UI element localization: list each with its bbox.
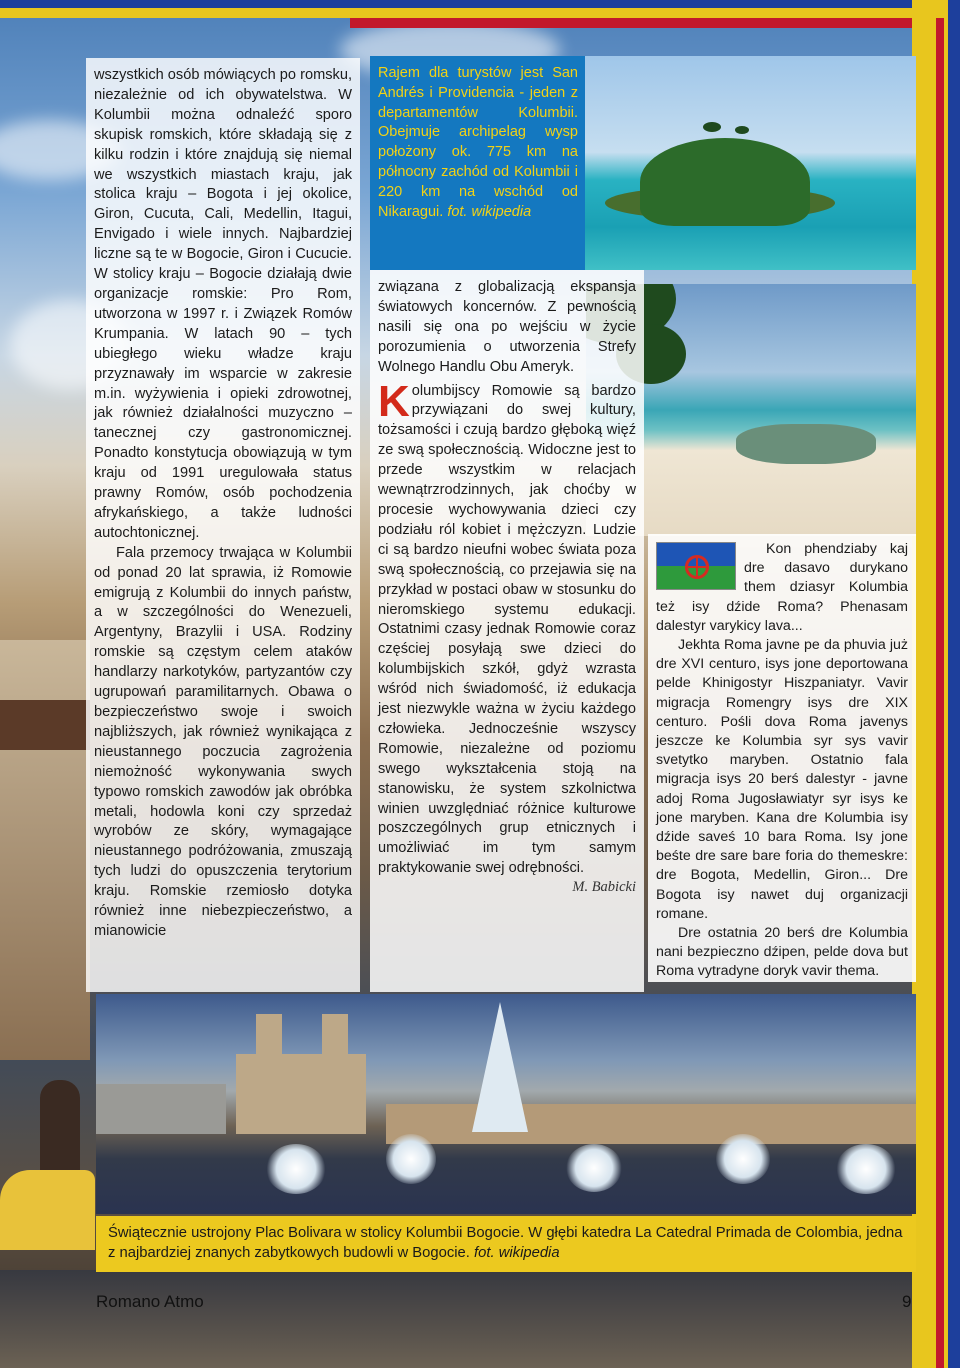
plaza-bolivar-photo bbox=[96, 994, 916, 1214]
left-article-column bbox=[86, 58, 360, 992]
frame-top-yellow bbox=[0, 8, 960, 18]
island-caption-credit: fot. wikipedia bbox=[447, 203, 532, 220]
photo-caption-credit: fot. wikipedia bbox=[474, 1245, 560, 1261]
romani-language-box bbox=[648, 534, 916, 982]
island-caption-text: Rajem dla turystów jest San Andrés i Providencia - jeden z departamentów Kolumbii. Obejmuje archipelag wysp położony ok. 775 km na północny zachód od Kolumbii i 220 km na wschód od Nikaragui. bbox=[378, 65, 578, 220]
middle-paragraph-1: związana z globalizacją ekspansja światowych koncernów. Z pewnością nasili się ona po wejściu w życie porozumienia o utworzenia Strefy Wolnego Handlu Obu Ameryk. bbox=[378, 279, 636, 375]
middle-paragraph-2-text: olumbijscy Romowie są bardzo przywiązani do swej kultury, tożsamości i czują bardzo głęboką więź ze swą społecznością. Widoczne jest to przede wszystkim w relacjach wewnątrzrodzinnych, jak choćby w procesie wychowywania dzieci czy podziału ról kobiet i mężczyzn. Ludzie ci są bardzo nieufni wobec świata poza swą społecznością, co przejawia się na przykład w postaci obaw w stosunku do nieromskiego systemu edukacji. Ostatnimi czasy jednak Romowie coraz częściej posyłają swe dzieci do kolumbijskich szkół, gdyż wzrasta wśród nich świadomość, iż edukacja jest niezwykle ważna w życiu każdego człowieka. Jednocześnie wszyscy Romowie, niezależne od poziomu swego wykształcenia stoją na stanowisku, że system szkolnictwa winien uwzględniać różnice kulturowe poszczególnych grup etnicznych i umożliwiać im tym samym praktykowanie swej odrębności. bbox=[378, 382, 636, 877]
frame-right-red bbox=[936, 18, 944, 1368]
photo-caption bbox=[96, 1216, 916, 1272]
island-photo bbox=[585, 56, 916, 270]
page-number: 9 bbox=[902, 1292, 912, 1311]
romani-paragraph-2: Jekhta Roma javne pe da phuvia już dre XVI centuro, isys jone deportowana pelde Khinigostyr Hiszpaniatyr. Vavir migracja Romengry isys dre XIX centuro. Pośli dova Roma javenys jeszcze ke Kolumbia syr sys vavir svetytko maryben. Ostatnio fala migracja isys 20 berś dalestyr - javne adoj Roma Jugosławiatyr syr isys ke jone maryben. Kana dre Kolumbia isy dźide saveś 10 bara Roma. Isy jone beśte dre sare bare foria do themeskre: dre Bogota, Medellin, Giron... Dre Bogota isy nawet duj organizacji romane. bbox=[656, 637, 908, 922]
background-taxi bbox=[0, 1170, 95, 1250]
island-caption bbox=[378, 64, 578, 222]
photo-caption-text: Świątecznie ustrojony Plac Bolivara w stolicy Kolumbii Bogocie. W głębi katedra La Catedral Primada de Colombia, jedna z najbardziej znanych zabytkowych budowli w Bogocie. bbox=[108, 1225, 903, 1261]
romani-paragraph-3: Dre ostatnia 20 berś dre Kolumbia nani bezpieczno dźipen, pelde dova but Roma vytradyne doryk vavir thema. bbox=[656, 925, 908, 980]
author-signature: M. Babicki bbox=[572, 879, 636, 896]
middle-paragraph-2 bbox=[378, 376, 636, 880]
christmas-tree bbox=[472, 1002, 528, 1132]
left-paragraph-1: wszystkich osób mówiących po romsku, niezależnie od ich obywatelstwa. W Kolumbii można odnaleźć sporo skupisk romskich, które składają się z kilku rodzin i które znajdują się niemal we wszystkich miastach kraju, jak stolica kraju – Bogota i jej okolice, Giron, Cucuta, Cali, Medellin, Itagui, Envigado i wiele innych. Najbardziej liczne są te w Bogocie, Giron i Cucucie. W stolicy kraju – Bogocie działają dwie organizacje romskie: Pro Rom, utworzona w 1997 r. i Związek Romów Krumpania. W latach 90 – tych ubiegłego wieku władze kraju przyznawały im wsparcie w zakresie m.in. wyżywienia i opieki zdrowotnej, jak również działalności muzyczno – tanecznej czy gastronomicznej. Ponadto konstytucja obowiązują w tym kraju od 1991 uregulowała status prawny Romów, osób pochodzenia afrykańskiego, a także ludności autochtonicznej. bbox=[94, 67, 352, 541]
frame-top-red bbox=[350, 18, 944, 28]
middle-article-column bbox=[370, 270, 644, 992]
romani-paragraph-1: Kon phendziaby kaj dre dasavo durykano them dziasyr Kolumbia też isy dźide Roma? Phenasam dalestyr varykicy lava... bbox=[656, 541, 908, 634]
left-paragraph-2: Fala przemocy trwająca w Kolumbii od ponad 20 lat sprawia, iż Romowie emigrują z Kolumbii do innych państw, a w szczególności do Wenezueli, Argentyny, Brazylii i USA. Rodziny romskie są częstym celem ataków handlarzy narkotyków, partyzantów czy ugrupowań paramilitarnych. Obawa o bezpieczeństwo swoje i swoich najbliższych, jak również wynikająca z nieustannego poczucia zagrożenia niemożność wykonywania swych typowo romskich zawodów jak obróbka metali, hodowla koni czy sprzedaż wyrobów ze skóry, wymagające nieustannego podróżowania, zmuszają tych ludzi do opuszczenia terytorium kraju. Romskie rzemiosło dotyka również inne niebezpieczeństwo, a mianowicie bbox=[94, 544, 352, 939]
romani-flag-icon bbox=[656, 542, 736, 590]
magazine-name: Romano Atmo bbox=[96, 1292, 204, 1311]
dropcap-letter: K bbox=[378, 376, 410, 426]
frame-top-blue bbox=[0, 0, 960, 8]
frame-right-blue bbox=[948, 0, 960, 1368]
